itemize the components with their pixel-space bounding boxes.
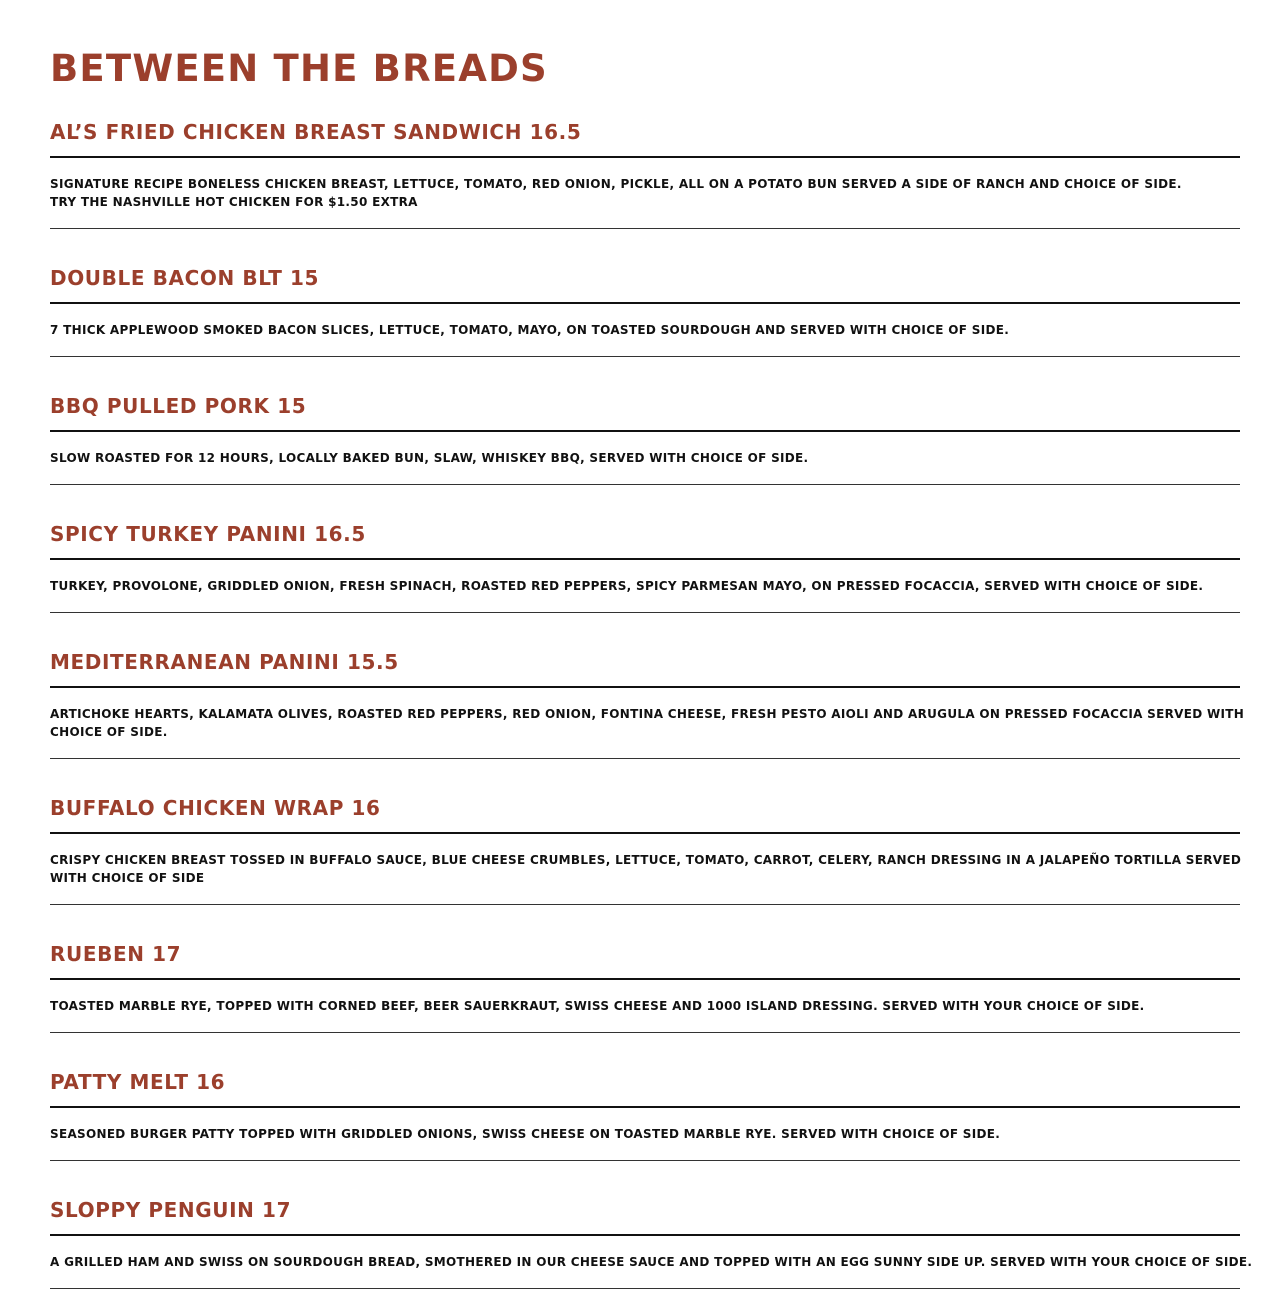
section-title: BETWEEN THE BREADS [50, 47, 548, 90]
menu-item-title: PATTY MELT 16 [50, 1070, 226, 1094]
menu-item-description [50, 997, 1230, 1015]
title-divider [50, 978, 1240, 980]
title-divider [50, 302, 1240, 304]
title-divider [50, 156, 1240, 158]
item-divider [50, 612, 1240, 613]
description-line: SIGNATURE RECIPE BONELESS CHICKEN BREAST, LETTUCE, TOMATO, RED ONION, PICKLE, ALL ON A POTATO BUN SERVED A SIDE OF RANCH AND CHOICE OF SIDE. [50, 177, 1182, 191]
description-line: A GRILLED HAM AND SWISS ON SOURDOUGH BREAD, SMOTHERED IN OUR CHEESE SAUCE AND TOPPED WITH AN EGG SUNNY SIDE UP. SERVED WITH YOUR CHOICE OF SIDE. [50, 1255, 1253, 1269]
menu-item-description [50, 1125, 1230, 1143]
menu-item-title: DOUBLE BACON BLT 15 [50, 266, 320, 290]
description-line: CHOICE OF SIDE. [50, 725, 168, 739]
description-line: ARTICHOKE HEARTS, KALAMATA OLIVES, ROASTED RED PEPPERS, RED ONION, FONTINA CHEESE, FRESH PESTO AIOLI AND ARUGULA ON PRESSED FOCACCIA SERVED WITH [50, 707, 1245, 721]
item-divider [50, 228, 1240, 229]
menu-item-title: SPICY TURKEY PANINI 16.5 [50, 522, 366, 546]
menu-item-title: AL’S FRIED CHICKEN BREAST SANDWICH 16.5 [50, 120, 582, 144]
item-divider [50, 1160, 1240, 1161]
description-line: CRISPY CHICKEN BREAST TOSSED IN BUFFALO SAUCE, BLUE CHEESE CRUMBLES, LETTUCE, TOMATO, CARROT, CELERY, RANCH DRESSING IN A JALAPEÑO TORTILLA SERVED [50, 853, 1242, 867]
menu-item-title: BBQ PULLED PORK 15 [50, 394, 307, 418]
title-divider [50, 558, 1240, 560]
menu-item-description [50, 1253, 1253, 1271]
description-line: 7 THICK APPLEWOOD SMOKED BACON SLICES, LETTUCE, TOMATO, MAYO, ON TOASTED SOURDOUGH AND SERVED WITH CHOICE OF SIDE. [50, 323, 1010, 337]
menu-item-title: MEDITERRANEAN PANINI 15.5 [50, 650, 399, 674]
title-divider [50, 1106, 1240, 1108]
title-divider [50, 686, 1240, 688]
menu-item-description [50, 851, 1242, 887]
item-divider [50, 904, 1240, 905]
description-line: SLOW ROASTED FOR 12 HOURS, LOCALLY BAKED BUN, SLAW, WHISKEY BBQ, SERVED WITH CHOICE OF SIDE. [50, 451, 809, 465]
item-divider [50, 1032, 1240, 1033]
title-divider [50, 832, 1240, 834]
menu-item-title: RUEBEN 17 [50, 942, 182, 966]
menu-item-description [50, 175, 1230, 211]
description-line: SEASONED BURGER PATTY TOPPED WITH GRIDDLED ONIONS, SWISS CHEESE ON TOASTED MARBLE RYE. SERVED WITH CHOICE OF SIDE. [50, 1127, 1001, 1141]
description-line: TRY THE NASHVILLE HOT CHICKEN FOR $1.50 EXTRA [50, 195, 418, 209]
menu-item-title: BUFFALO CHICKEN WRAP 16 [50, 796, 381, 820]
item-divider [50, 484, 1240, 485]
description-line: TOASTED MARBLE RYE, TOPPED WITH CORNED BEEF, BEER SAUERKRAUT, SWISS CHEESE AND 1000 ISLAND DRESSING. SERVED WITH YOUR CHOICE OF SIDE. [50, 999, 1145, 1013]
menu-item-description [50, 705, 1245, 741]
item-divider [50, 758, 1240, 759]
description-line: TURKEY, PROVOLONE, GRIDDLED ONION, FRESH SPINACH, ROASTED RED PEPPERS, SPICY PARMESAN MAYO, ON PRESSED FOCACCIA, SERVED WITH CHOICE OF SIDE. [50, 579, 1204, 593]
menu-item-description [50, 577, 1230, 595]
menu-item-title: SLOPPY PENGUIN 17 [50, 1198, 292, 1222]
menu-item-description [50, 449, 1230, 467]
menu-item-description [50, 321, 1230, 339]
description-line: WITH CHOICE OF SIDE [50, 871, 205, 885]
title-divider [50, 430, 1240, 432]
item-divider [50, 356, 1240, 357]
title-divider [50, 1234, 1240, 1236]
